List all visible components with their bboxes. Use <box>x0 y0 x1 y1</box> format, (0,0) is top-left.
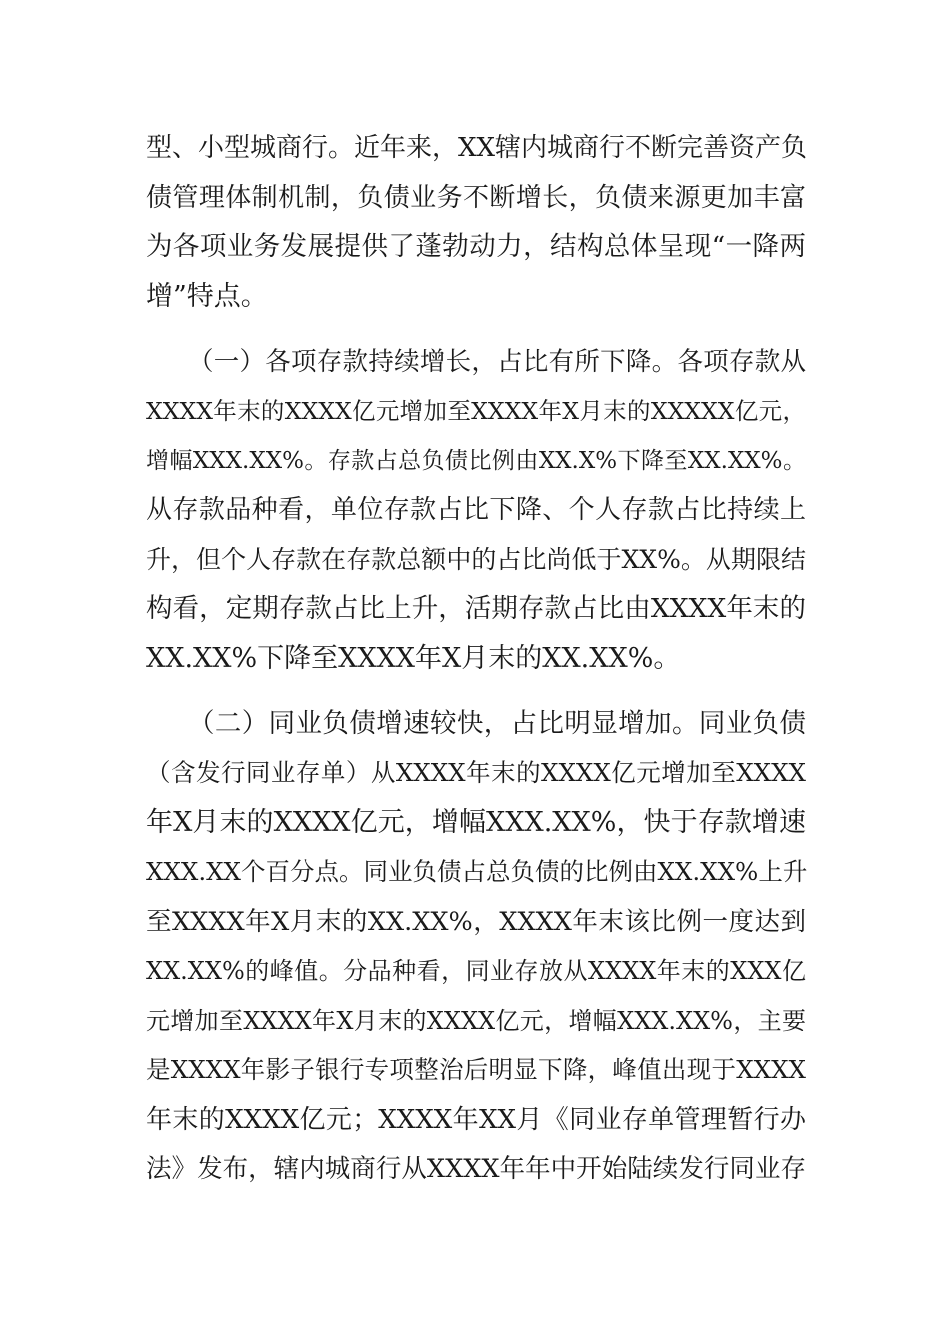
text-line: 为各项业务发展提供了蓬勃动力，结构总体呈现“一降两 <box>146 231 806 262</box>
text-line: XX.XX%的峰值。分品种看，同业存放从XXXX年末的XXX亿 <box>146 957 806 985</box>
text-line: 型、小型城商行。近年来，XX辖内城商行不断完善资产负 <box>146 133 808 163</box>
text-line: 是XXXX年影子银行专项整治后明显下降，峰值出现于XXXX <box>146 1055 806 1084</box>
section-heading-line: （一）各项存款持续增长，占比有所下降。各项存款从 <box>188 347 806 377</box>
text-line: 增幅XXX.XX%。存款占总负债比例由XX.X%下降至XX.XX%。 <box>146 448 806 474</box>
text-line: 构看，定期存款占比上升，活期存款占比由XXXX年末的 <box>146 593 806 624</box>
text-line: （含发行同业存单）从XXXX年末的XXXX亿元增加至XXXX <box>146 758 806 787</box>
text-line: XX.XX%下降至XXXX年X月末的XX.XX%。 <box>146 643 681 674</box>
section-heading-line: （二）同业负债增速较快，占比明显增加。同业负债 <box>188 708 806 739</box>
text-line: 债管理体制机制，负债业务不断增长，负债来源更加丰富 <box>146 183 806 213</box>
text-line: 年X月末的XXXX亿元，增幅XXX.XX%，快于存款增速 <box>146 807 806 838</box>
text-line: 法》发布，辖内城商行从XXXX年年中开始陆续发行同业存 <box>146 1154 806 1184</box>
text-line: 年末的XXXX亿元；XXXX年XX月《同业存单管理暂行办 <box>146 1105 806 1135</box>
text-line: 元增加至XXXX年X月末的XXXX亿元，增幅XXX.XX%，主要 <box>146 1007 806 1035</box>
text-line: XXX.XX个百分点。同业负债占总负债的比例由XX.XX%上升 <box>146 857 808 886</box>
text-line: 升，但个人存款在存款总额中的占比尚低于XX%。从期限结 <box>146 545 806 574</box>
text-line: XXXX年末的XXXX亿元增加至XXXX年X月末的XXXXX亿元， <box>146 397 806 425</box>
text-line: 增”特点。 <box>146 281 268 312</box>
text-line: 至XXXX年X月末的XX.XX%，XXXX年末该比例一度达到 <box>146 907 806 937</box>
text-line: 从存款品种看，单位存款占比下降、个人存款占比持续上 <box>146 495 806 525</box>
